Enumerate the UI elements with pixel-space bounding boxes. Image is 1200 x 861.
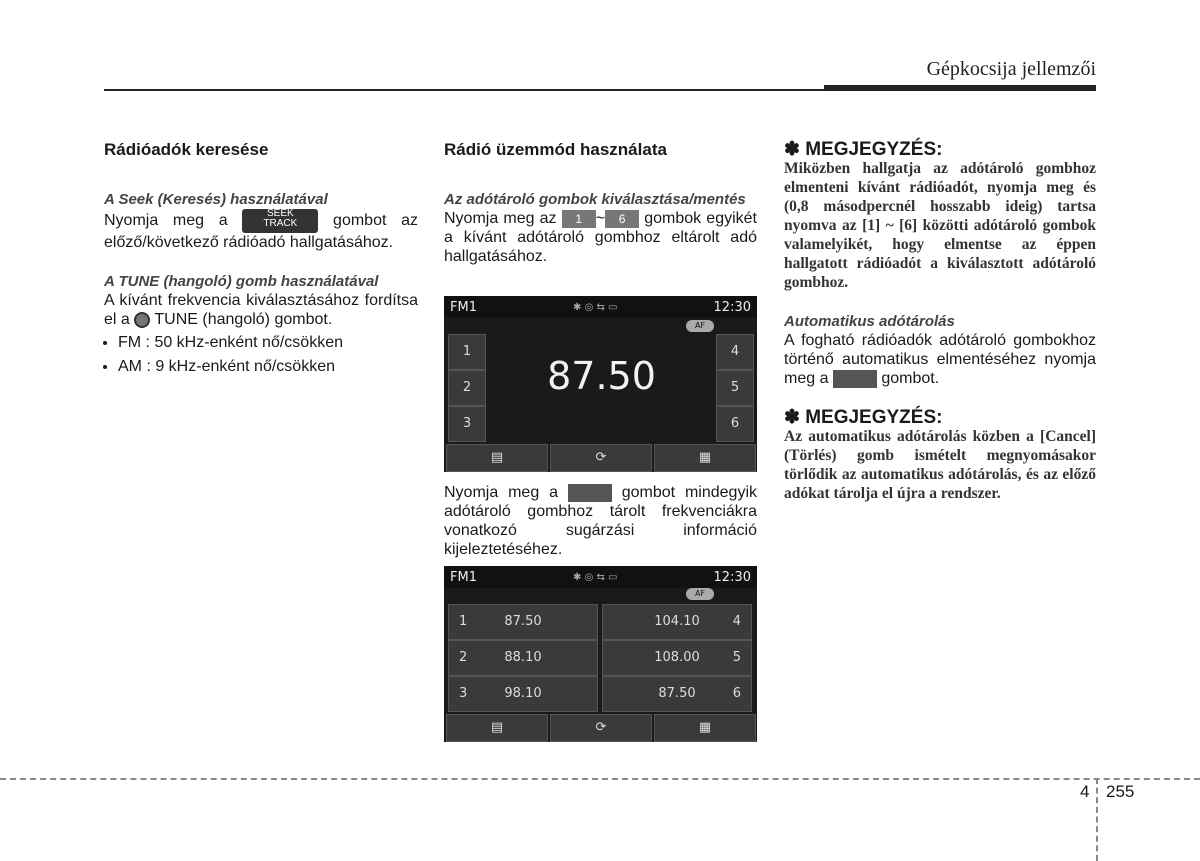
af-badge: AF [686, 588, 714, 600]
header-bar [824, 85, 1096, 91]
radio-autostore-icon: ⟳ [595, 450, 607, 465]
auto-paragraph [784, 331, 1096, 388]
subheading-seek: A Seek (Keresés) használatával [104, 191, 328, 208]
page-header-title: Gépkocsija jellemzői [926, 58, 1096, 80]
status-bar [444, 296, 757, 318]
preset-1-button: 1 [562, 210, 596, 228]
preset-frequency: 87.50 [658, 686, 696, 701]
seek-text-b: gombot az előző/következő rádióadó hallgatásához. [104, 212, 419, 251]
preset-frequency: 108.00 [654, 650, 700, 665]
column-2 [444, 140, 757, 266]
page-number: 255 [1106, 782, 1135, 801]
preset-6-button: 6 [605, 210, 639, 228]
preset-button[interactable]: 6 [716, 406, 754, 442]
preset-text-a: Nyomja meg az [444, 210, 557, 227]
info-button[interactable] [446, 714, 548, 742]
list-item: • FM : 50 kHz-enként nő/csökken [118, 333, 418, 352]
step-list [104, 333, 418, 376]
clock: 12:30 [713, 569, 751, 585]
note-body: Miközben hallgatja az adótároló gombhoz elmenteni kívánt rádióadót, nyomja meg és (0,8 másodpercnél hosszabb ideig) tartsa nyomva az [1] ~ [6] közötti adótároló gombok valamelyikét, hogy elmentse az éppen hallgatott rádióadót a kiválasztott adótároló gombhoz. [784, 160, 1096, 291]
footer-rule [0, 778, 1200, 780]
seek-text-a: Nyomja meg a [104, 212, 228, 230]
preset-number: 5 [732, 650, 741, 665]
menu-button[interactable] [654, 444, 756, 472]
footer-divider [1096, 778, 1098, 861]
track-label: TRACK [263, 218, 298, 229]
radio-info-icon [568, 484, 612, 502]
preset-button[interactable]: 1 [448, 334, 486, 370]
preset-button[interactable]: 3 [448, 406, 486, 442]
column-3 [784, 140, 1096, 503]
band-label: FM1 [450, 299, 477, 315]
preset-frequency: 87.50 [504, 614, 542, 629]
frequency-display: 87.50 [547, 354, 656, 398]
status-bar [444, 566, 757, 588]
info-paragraph-block [444, 483, 757, 559]
column-1 [104, 140, 418, 381]
auto-text-a: A fogható rádióadók adótároló gombokhoz történő automatikus elmentéséhez nyomja meg a [784, 332, 1096, 387]
preset-number: 2 [459, 650, 468, 665]
info-button[interactable] [446, 444, 548, 472]
grid-menu-icon: ▦ [698, 450, 712, 465]
status-icons: ✱ ◎ ⇆ ▭ [573, 301, 618, 313]
preset-row[interactable] [448, 676, 598, 712]
radio-screen-2 [444, 566, 757, 742]
autostore-button[interactable] [550, 444, 652, 472]
preset-row[interactable] [448, 604, 598, 640]
preset-row[interactable] [448, 640, 598, 676]
note-body: Az automatikus adótárolás közben a [Cancel] (Törlés) gomb ismételt megnyomásakor törlődik az automatikus adótárolás, és az előző adókat tárolja el újra a rendszer. [784, 428, 1096, 502]
preset-button[interactable]: 5 [716, 370, 754, 406]
subheading-tune: A TUNE (hangoló) gomb használatával [104, 273, 379, 290]
preset-row[interactable] [602, 676, 752, 712]
preset-number: 3 [459, 686, 468, 701]
preset-button[interactable]: 2 [448, 370, 486, 406]
preset-number: 6 [732, 686, 741, 701]
section-heading: Rádió üzemmód használata [444, 140, 667, 159]
chapter-number: 4 [1080, 782, 1090, 801]
info-text-a: Nyomja meg a [444, 484, 558, 501]
subheading-preset: Az adótároló gombok kiválasztása/mentés [444, 191, 746, 208]
preset-row[interactable] [602, 604, 752, 640]
preset-list-right [602, 604, 752, 710]
info-text-b: gombot mindegyik adótároló gombhoz tárolt frekvenciákra vonatkozó sugárzási információ kijeleztetéséhez. [444, 484, 758, 558]
note-heading: ✽ MEGJEGYZÉS: [784, 139, 943, 160]
auto-text-b: gombot. [881, 370, 940, 387]
band-label: FM1 [450, 569, 477, 585]
status-icons: ✱ ◎ ⇆ ▭ [573, 571, 618, 583]
list-item: • AM : 9 kHz-enként nő/csökken [118, 357, 418, 376]
seek-paragraph [104, 209, 418, 252]
clock: 12:30 [713, 299, 751, 315]
preset-number: 4 [732, 614, 741, 629]
radio-autostore-icon [833, 370, 877, 388]
af-badge: AF [686, 320, 714, 332]
grid-menu-icon: ▦ [698, 720, 712, 735]
preset-row[interactable] [602, 640, 752, 676]
info-paragraph [444, 483, 757, 559]
preset-text-b: gombok egyikét a kívánt adótároló gombhoz eltárolt adó hallgatásához. [444, 210, 757, 265]
tune-paragraph [104, 291, 418, 329]
menu-button[interactable] [654, 714, 756, 742]
section-heading: Rádióadók keresése [104, 140, 269, 159]
radio-info-icon: ▤ [490, 450, 504, 465]
preset-frequency: 104.10 [654, 614, 700, 629]
seek-track-button [242, 209, 318, 233]
preset-button[interactable]: 4 [716, 334, 754, 370]
seek-label: SEEK [267, 208, 294, 219]
preset-paragraph [444, 209, 757, 266]
autostore-button[interactable] [550, 714, 652, 742]
preset-number: 1 [459, 614, 468, 629]
radio-screen-1 [444, 296, 757, 472]
tune-text-a: A kívánt frekvencia kiválasztásához fordítsa el a [104, 292, 418, 328]
subheading-auto: Automatikus adótárolás [784, 313, 955, 330]
radio-autostore-icon: ⟳ [595, 720, 607, 735]
preset-frequency: 98.10 [504, 686, 542, 701]
tune-text-b: TUNE (hangoló) gombot. [154, 311, 333, 328]
tune-knob-icon [134, 312, 150, 328]
preset-frequency: 88.10 [504, 650, 542, 665]
preset-list-left [448, 604, 598, 710]
radio-info-icon: ▤ [490, 720, 504, 735]
tilde: ~ [595, 210, 606, 227]
note-heading: ✽ MEGJEGYZÉS: [784, 407, 943, 428]
